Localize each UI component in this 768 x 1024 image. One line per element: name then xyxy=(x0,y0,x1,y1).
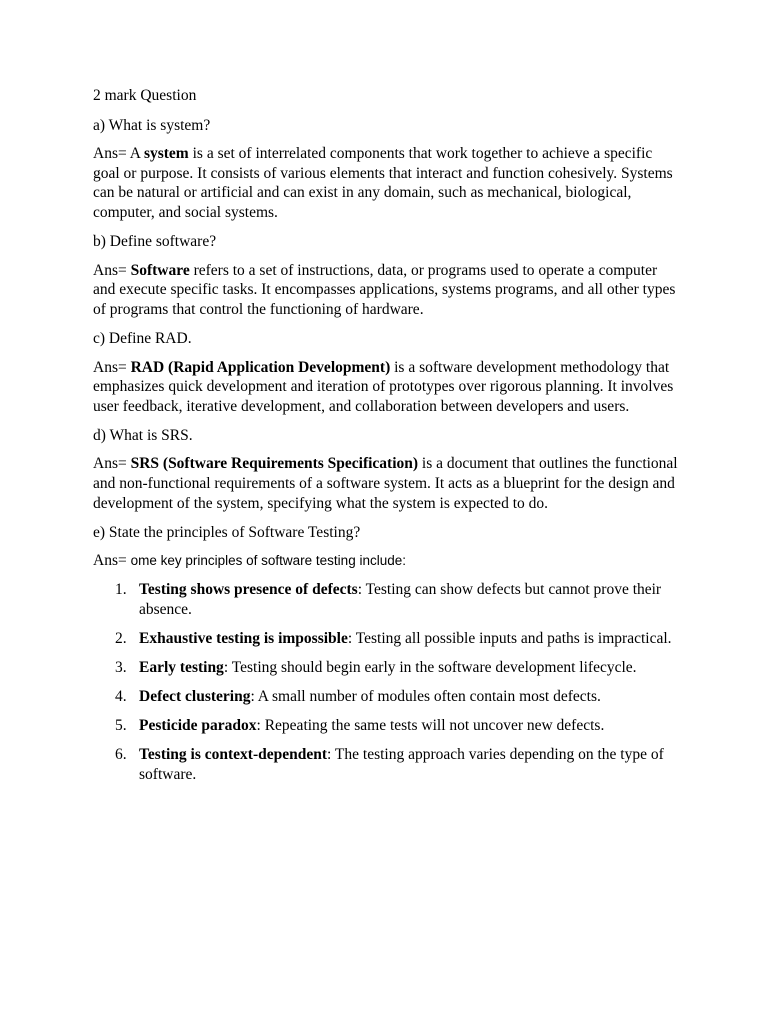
list-item xyxy=(93,580,678,619)
answer-e-intro xyxy=(93,551,678,571)
list-number: 4. xyxy=(115,688,127,706)
principle-term: Pesticide paradox xyxy=(139,717,257,735)
principle-body: : Testing should begin early in the software development lifecycle. xyxy=(223,659,637,677)
answer-b xyxy=(93,261,678,320)
answer-prefix: Ans= xyxy=(93,552,131,570)
answer-d xyxy=(93,454,678,513)
list-number: 2. xyxy=(115,630,127,648)
principle-term: Testing is context-dependent xyxy=(139,746,328,764)
answer-term: RAD (Rapid Application Development) xyxy=(130,358,391,376)
principle-body: : Testing all possible inputs and paths is impractical. xyxy=(347,630,672,648)
answer-intro-text: ome key principles of software testing include: xyxy=(130,553,406,569)
answer-a xyxy=(93,144,678,222)
list-item xyxy=(93,687,678,707)
answer-term: Software xyxy=(130,261,190,279)
list-number: 1. xyxy=(115,581,127,599)
list-item xyxy=(93,745,678,784)
list-number: 6. xyxy=(115,746,127,764)
list-item xyxy=(93,658,678,678)
question-e: e) State the principles of Software Testing? xyxy=(93,523,361,541)
principle-body: : Testing can show defects but cannot prove their absence. xyxy=(139,581,662,618)
list-item xyxy=(93,629,678,649)
principle-body: : Repeating the same tests will not uncover new defects. xyxy=(256,717,605,735)
answer-body: refers to a set of instructions, data, or programs used to operate a computer and execute specific tasks. It encompasses applications, systems programs, and all other types of programs that control the functioning of hardware. xyxy=(93,261,676,318)
answer-prefix: Ans= xyxy=(93,358,131,376)
answer-prefix: Ans= xyxy=(93,455,131,473)
principle-term: Early testing xyxy=(139,659,224,677)
principle-term: Testing shows presence of defects xyxy=(139,581,358,599)
list-item xyxy=(93,716,678,736)
principle-body: : A small number of modules often contain most defects. xyxy=(250,688,601,706)
answer-body: is a document that outlines the functional and non-functional requirements of a software system. It acts as a blueprint for the design and development of the system, specifying what the system is expected to do. xyxy=(93,455,678,512)
testing-principles-list xyxy=(93,580,678,784)
principle-term: Exhaustive testing is impossible xyxy=(139,630,348,648)
answer-prefix: Ans= A xyxy=(93,145,144,163)
answer-term: system xyxy=(143,145,189,163)
answer-c xyxy=(93,358,678,417)
document-page xyxy=(93,86,678,794)
question-b: b) Define software? xyxy=(93,233,217,251)
list-number: 3. xyxy=(115,659,127,677)
list-number: 5. xyxy=(115,717,127,735)
document-heading: 2 mark Question xyxy=(93,87,197,104)
question-c: c) Define RAD. xyxy=(93,329,192,347)
principle-term: Defect clustering xyxy=(139,688,251,706)
answer-body: is a set of interrelated components that work together to achieve a specific goal or purpose. It consists of various elements that interact and function cohesively. Systems can be natural or artificial and can exist in any domain, such as mechanical, biological, computer, and social systems. xyxy=(93,145,673,221)
answer-body: is a software development methodology that emphasizes quick development and iteration of prototypes over rigorous planning. It involves user feedback, iterative development, and collaboration between developers and users. xyxy=(93,358,674,415)
answer-term: SRS (Software Requirements Specification) xyxy=(130,455,419,473)
principle-body: : The testing approach varies depending on the type of software. xyxy=(139,746,664,784)
answer-prefix: Ans= xyxy=(93,261,131,279)
question-d: d) What is SRS. xyxy=(93,426,193,444)
question-a: a) What is system? xyxy=(93,116,211,134)
